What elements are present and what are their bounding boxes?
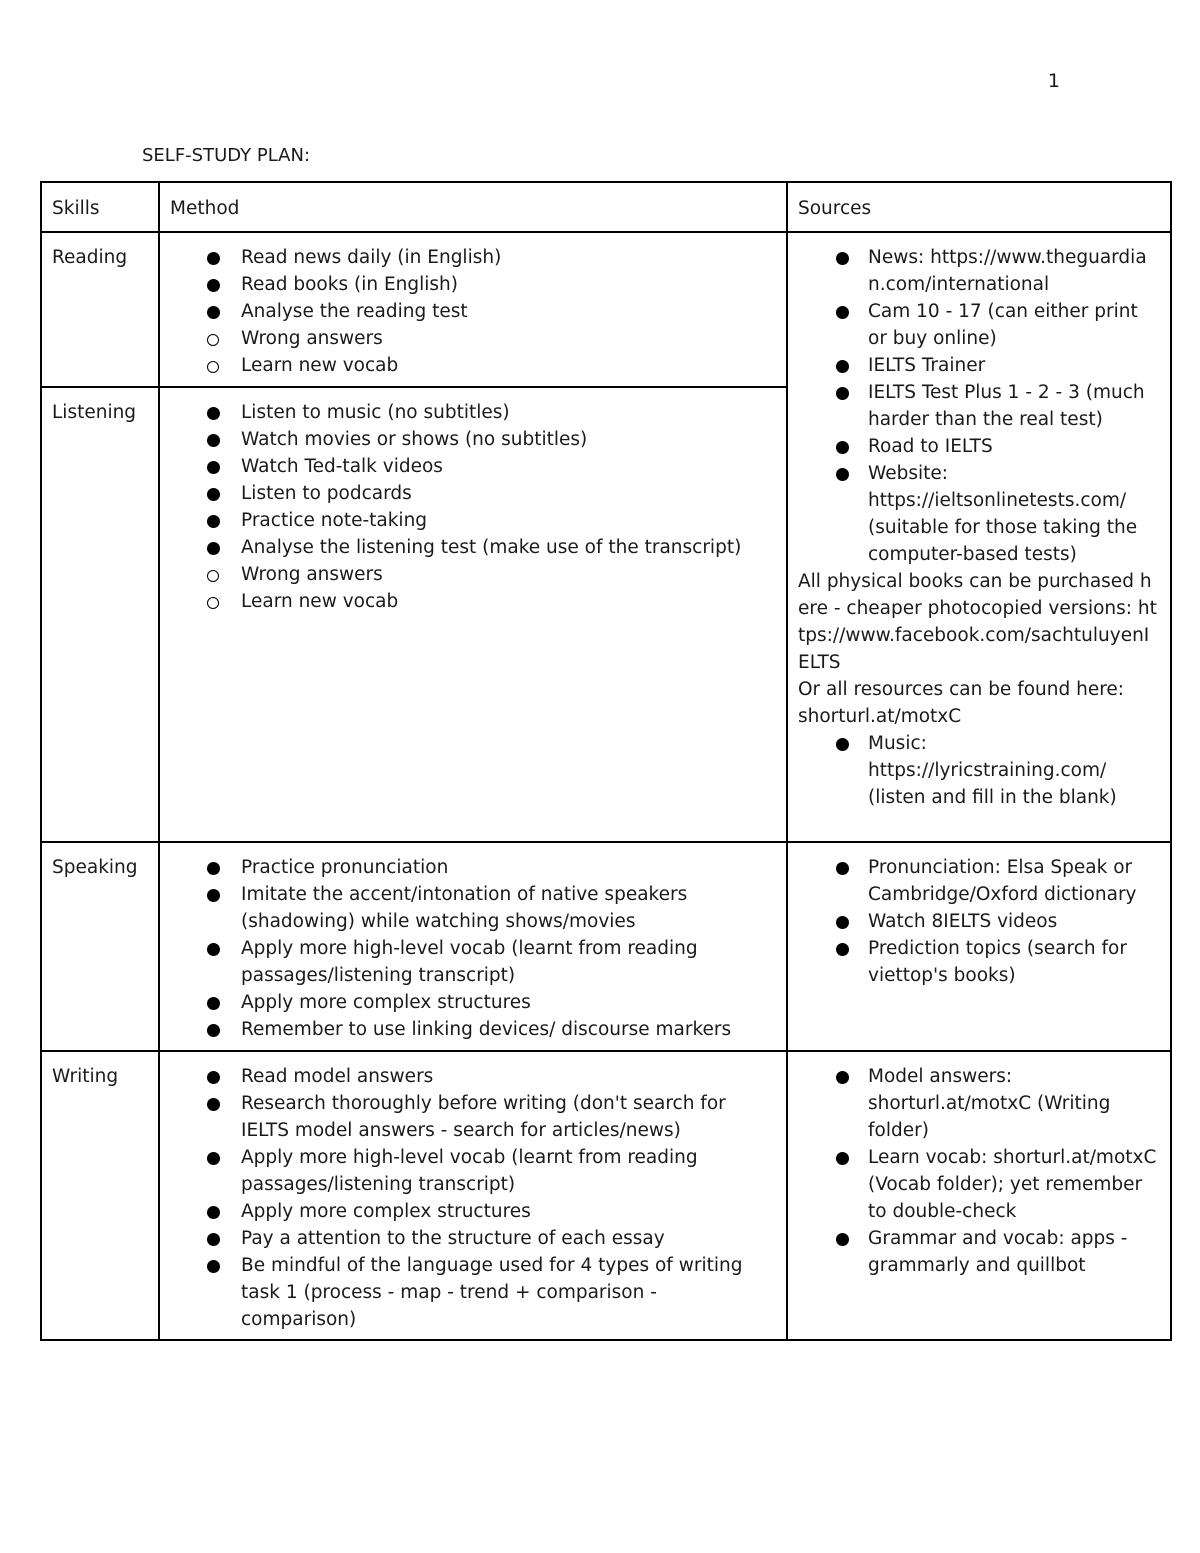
list-item: Apply more complex structures [170, 989, 776, 1016]
list-item: Cam 10 - 17 (can either print or buy online) [798, 298, 1160, 352]
skill-listening: Listening [41, 387, 159, 842]
list-item: Music: https://lyricstraining.com/ (listen and fill in the blank) [798, 730, 1160, 811]
sources-reading-listening [787, 232, 1171, 842]
self-study-plan-table [40, 181, 1172, 1341]
list-item: Analyse the listening test (make use of the transcript) [170, 534, 776, 561]
list-item: Apply more high-level vocab (learnt from reading passages/listening transcript) [170, 935, 776, 989]
list-item: Read model answers [170, 1063, 776, 1090]
sources-writing [787, 1051, 1171, 1340]
skill-speaking: Speaking [41, 842, 159, 1051]
sub-list-item: Learn new vocab [170, 352, 776, 379]
list-item: Watch 8IELTS videos [798, 908, 1160, 935]
list-item: Pronunciation: Elsa Speak or Cambridge/Oxford dictionary [798, 854, 1160, 908]
skill-reading: Reading [41, 232, 159, 387]
list-item: Model answers: shorturl.at/motxC (Writing folder) [798, 1063, 1160, 1144]
list-item: Road to IELTS [798, 433, 1160, 460]
table-row-reading [41, 232, 1171, 387]
sub-list-item: Wrong answers [170, 561, 776, 588]
method-writing [159, 1051, 787, 1340]
table-row-speaking [41, 842, 1171, 1051]
list-item: Listen to music (no subtitles) [170, 399, 776, 426]
header-skills: Skills [41, 182, 159, 232]
list-item: Watch Ted-talk videos [170, 453, 776, 480]
list-item: Remember to use linking devices/ discourse markers [170, 1016, 776, 1043]
list-item: Practice pronunciation [170, 854, 776, 881]
header-sources: Sources [787, 182, 1171, 232]
skill-writing: Writing [41, 1051, 159, 1340]
list-item: IELTS Trainer [798, 352, 1160, 379]
list-item: Watch movies or shows (no subtitles) [170, 426, 776, 453]
list-item: Listen to podcards [170, 480, 776, 507]
sources-note-resources: Or all resources can be found here: shorturl.at/motxC [798, 679, 1125, 727]
list-item: Grammar and vocab: apps - grammarly and quillbot [798, 1225, 1160, 1279]
header-method: Method [159, 182, 787, 232]
list-item: Practice note-taking [170, 507, 776, 534]
page-number: 1 [1047, 70, 1060, 92]
list-item: Read news daily (in English) [170, 244, 776, 271]
table-header-row [41, 182, 1171, 232]
list-item: Read books (in English) [170, 271, 776, 298]
list-item: News: https://www.theguardian.com/international [798, 244, 1160, 298]
list-item: Imitate the accent/intonation of native speakers (shadowing) while watching shows/movies [170, 881, 776, 935]
table-row-writing [41, 1051, 1171, 1340]
method-reading [159, 232, 787, 387]
list-item: Learn vocab: shorturl.at/motxC (Vocab folder); yet remember to double-check [798, 1144, 1160, 1225]
list-item: Be mindful of the language used for 4 types of writing task 1 (process - map - trend + comparison - comparison) [170, 1252, 776, 1333]
list-item-text: Analyse the reading test [241, 301, 468, 322]
sub-list-item: Wrong answers [170, 325, 776, 352]
list-item: Website: https://ieltsonlinetests.com/ (suitable for those taking the computer-based tests) [798, 460, 1160, 568]
sources-note-books: All physical books can be purchased here - cheaper photocopied versions: https://www.facebook.com/sachtuluyenIELTS [798, 571, 1157, 673]
list-item: Apply more high-level vocab (learnt from reading passages/listening transcript) [170, 1144, 776, 1198]
list-item: IELTS Test Plus 1 - 2 - 3 (much harder than the real test) [798, 379, 1160, 433]
list-item [170, 298, 776, 325]
method-speaking [159, 842, 787, 1051]
method-listening [159, 387, 787, 842]
sources-speaking [787, 842, 1171, 1051]
list-item: Apply more complex structures [170, 1198, 776, 1225]
page-title: SELF-STUDY PLAN: [142, 145, 311, 166]
sub-list-item: Learn new vocab [170, 588, 776, 615]
list-item: Research thoroughly before writing (don't search for IELTS model answers - search for articles/news) [170, 1090, 776, 1144]
list-item: Pay a attention to the structure of each essay [170, 1225, 776, 1252]
list-item: Prediction topics (search for viettop's books) [798, 935, 1160, 989]
